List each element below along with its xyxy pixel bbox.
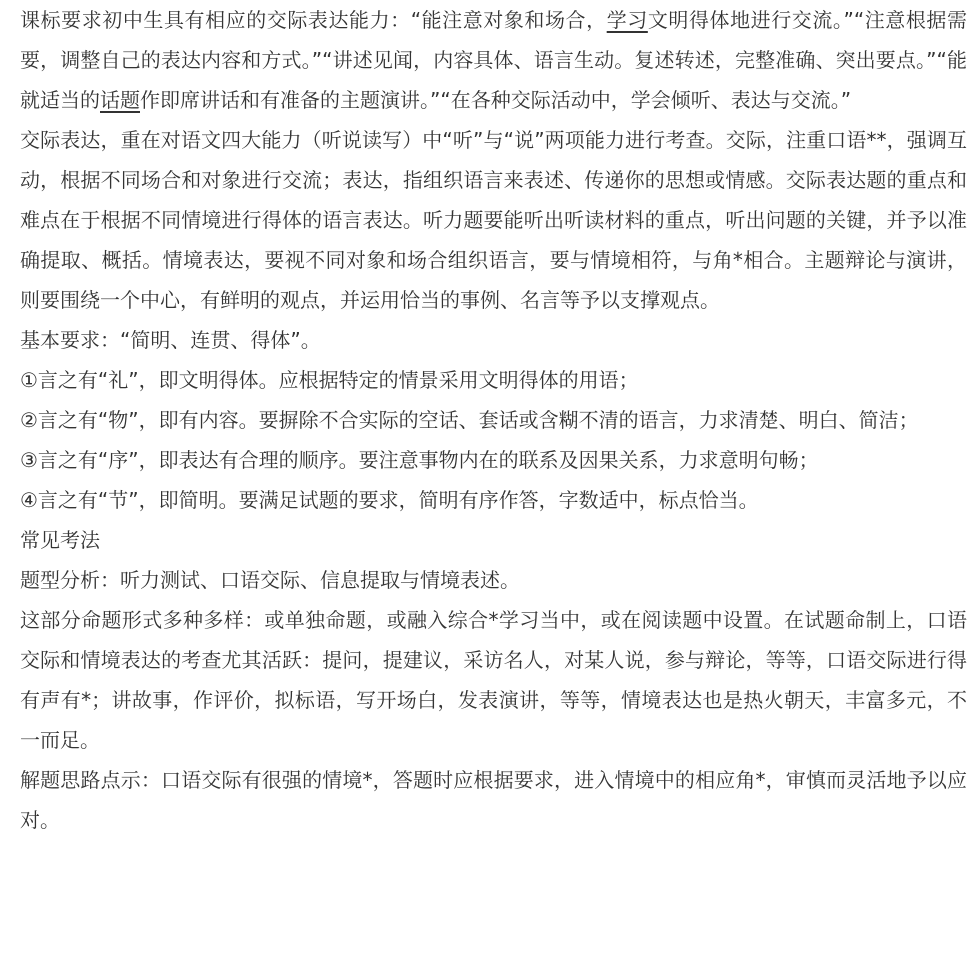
list-item-courtesy: ①言之有“礼”，即文明得体。应根据特定的情景采用文明得体的用语； [20, 368, 639, 392]
list-item-concise: ④言之有“节”，即简明。要满足试题的要求，简明有序作答，字数适中，标点恰当。 [20, 488, 759, 512]
paragraph-text: 作即席讲话和有准备的主题演讲。”“在各种交际活动中，学会倾听、表达与交流。” [140, 88, 852, 112]
list-item-order: ③言之有“序”，即表达有合理的顺序。要注意事物内在的联系及因果关系，力求意明句畅； [20, 448, 819, 472]
paragraph-question-types: 题型分析：听力测试、口语交际、信息提取与情境表述。 [20, 568, 520, 592]
paragraph-solution-tips: 解题思路点示：口语交际有很强的情境*，答题时应根据要求，进入情境中的相应角*，审慎而灵活地予以应对。 [20, 768, 967, 832]
paragraph-text: 课标要求初中生具有相应的交际表达能力：“能注意对象和场合， [20, 8, 607, 32]
paragraph-curriculum-requirements [20, 0, 967, 120]
paragraph-communication-expression: 交际表达，重在对语文四大能力（听说读写）中“听”与“说”两项能力进行考查。交际，注重口语**，强调互动，根据不同场合和对象进行交流；表达，指组织语言来表述、传递你的思想或情感。交际表达题的重点和难点在于根据不同情境进行得体的语言表达。听力题要能听出听读材料的重点，听出问题的关键，并予以准确提取、概括。情境表达，要视不同对象和场合组织语言，要与情境相符，与角*相合。主题辩论与演讲，则要围绕一个中心，有鲜明的观点，并运用恰当的事例、名言等予以支撑观点。 [20, 128, 967, 312]
list-item-content: ②言之有“物”，即有内容。要摒除不合实际的空话、套话或含糊不清的语言，力求清楚、明白、简洁； [20, 408, 919, 432]
study-link[interactable]: 学习 [606, 8, 648, 32]
section-heading-common-methods: 常见考法 [20, 528, 100, 552]
paragraph-text: 文明得体地进行交流。”“注意根据需要，调整自己的表达内容和方式。”“讲述见闻，内容具体、语言生动。复述转述，完整准确、突出要点。”“能就适当的 [20, 8, 967, 112]
paragraph-question-forms: 这部分命题形式多种多样：或单独命题，或融入综合*学习当中，或在阅读题中设置。在试题命制上，口语交际和情境表达的考查尤其活跃：提问，提建议，采访名人，对某人说，参与辩论，等等，口语交际进行得有声有*；讲故事，作评价，拟标语，写开场白，发表演讲，等等，情境表达也是热火朝天，丰富多元，不一而足。 [20, 608, 967, 752]
paragraph-basic-requirements: 基本要求：“简明、连贯、得体”。 [20, 328, 321, 352]
topic-link[interactable]: 话题 [100, 88, 140, 112]
